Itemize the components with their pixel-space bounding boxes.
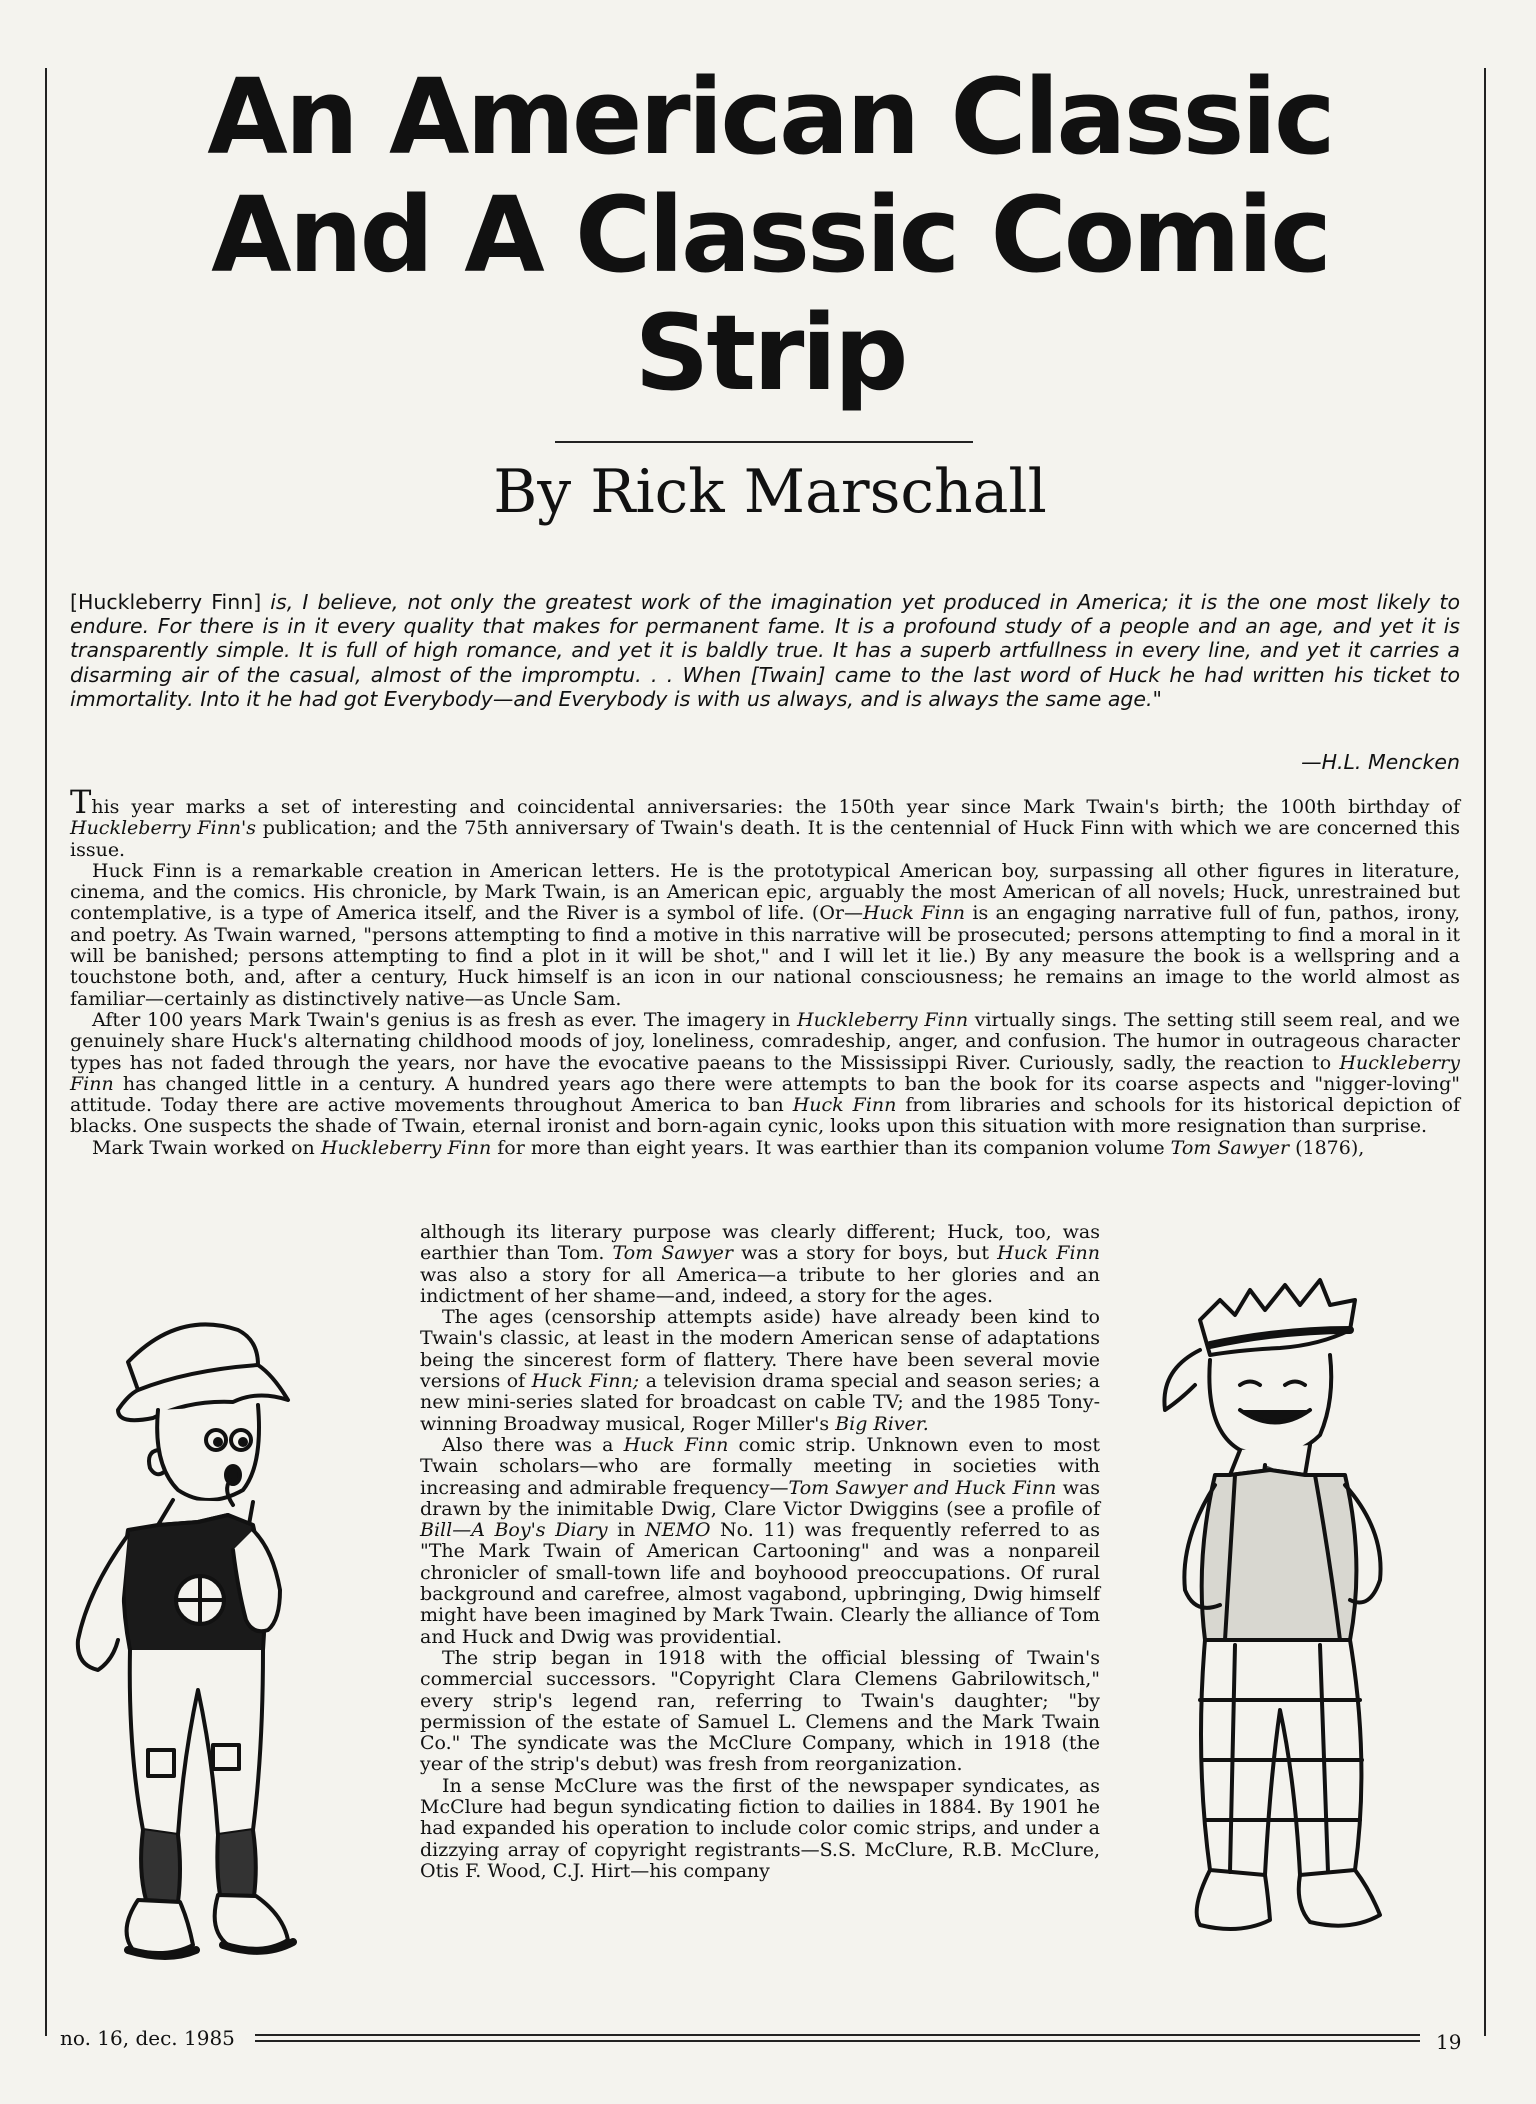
c6-text-i: No. 11) was frequently referred to as "The Mark Twain of American Cartooning" and was a nonpareil chronicler of small-town life and boyhoood preoccupations. Of rural background and carefree, almost vagabond, upbringing, Dwig himself might have been imagined by Mark Twain. Clearly the alliance of Tom and Huck and Dwig was providential. <box>420 1519 1100 1648</box>
c4-title-b: Tom Sawyer <box>612 1242 734 1265</box>
paragraph-2 <box>70 861 1460 1010</box>
paragraph-3 <box>70 1010 1460 1138</box>
c4-text-a: although its literary purpose was clearly different; Huck, too, was earthier than Tom. <box>420 1221 1100 1265</box>
drop-cap: T <box>70 783 92 821</box>
article-body-center-column <box>420 1222 1100 1882</box>
byline: By Rick Marschall <box>493 457 1047 527</box>
p3-text-g: from libraries and schools for its historical depiction of blacks. One suspects the shade of Twain, eternal ironist and born-again cynic, looks upon this situation with more resignation than surprise. <box>70 1094 1461 1138</box>
p3-text-a: After 100 years Mark Twain's genius is as fresh as ever. The imagery in <box>92 1008 798 1031</box>
footer-double-rule <box>255 2034 1420 2042</box>
c6-text-a: Also there was a <box>442 1433 624 1456</box>
paragraph-8: In a sense McClure was the first of the newspaper syndicates, as McClure had begun syndicating fiction to dailies in 1884. By 1901 he had expanded his operation to include color comic strips, and under a dizzying array of copyright registrants—S.S. McClure, R.B. McClure, Otis F. Wood, C.J. Hirt—his company <box>420 1774 1100 1882</box>
c6-title-b: Huck Finn <box>623 1433 729 1456</box>
tom-sawyer-illustration <box>58 1290 348 1990</box>
c6-text-c: comic strip. Unknown even to most Twain scholars—who are formally meeting in societies with increasing and admirable frequency— <box>420 1433 1100 1499</box>
c4-text-c: was a story for boys, but <box>733 1242 998 1265</box>
p4-title-b: Huckleberry Finn <box>320 1136 492 1159</box>
p3-title-d: Huckleberry Finn <box>70 1051 1460 1095</box>
quote-attribution: —H.L. Mencken <box>1301 750 1460 774</box>
page-number: 19 <box>1436 2030 1462 2054</box>
issue-folio: no. 16, dec. 1985 <box>60 2026 235 2050</box>
c4-title-d: Huck Finn <box>997 1242 1100 1265</box>
epigraph-quote <box>70 590 1460 711</box>
p3-title-b: Huckleberry Finn <box>797 1008 969 1031</box>
headline-line-1: An American Classic <box>207 56 1333 178</box>
article-body-full-width <box>70 783 1461 1159</box>
c6-text-g: in <box>607 1519 645 1542</box>
p4-text-a: Mark Twain worked on <box>92 1136 321 1159</box>
c6-title-f: Bill—A Boy's Diary <box>420 1519 608 1542</box>
paragraph-6 <box>420 1435 1100 1648</box>
p3-text-c: virtually sings. The setting still seem real, and we genuinely share Huck's alternating childhood moods of joy, loneliness, comradeship, anger, and confusion. The humor in outrageous character types has not faded through the years, nor have the evocative paeans to the Mississippi River. Curiously, sadly, the reaction to <box>70 1008 1460 1074</box>
p1-title: Huckleberry Finn's <box>70 817 257 840</box>
huck-finn-illustration <box>1140 1260 1440 2000</box>
right-column-rule <box>1484 68 1486 2036</box>
paragraph-4 <box>70 1138 1460 1159</box>
headline <box>60 58 1480 412</box>
paragraph-7: The strip began in 1918 with the official blessing of Twain's commercial successors. "Copyright Clara Clemens Gabrilowitsch," every strip's legend ran, referring to Twain's daughter; "by permission of the estate of Samuel L. Clemens and the Mark Twain Co." The syndicate was the McClure Company, which in 1918 (the year of the strip's debut) was fresh from reorganization. <box>420 1646 1100 1776</box>
paragraph-5 <box>420 1307 1100 1435</box>
c5-text-a: The ages (censorship attempts aside) have already been kind to Twain's classic, at least in the modern American sense of adaptations being the sincerest form of flattery. There have been several movie versions of <box>420 1306 1100 1393</box>
quote-lead: [Huckleberry Finn] <box>70 590 262 614</box>
p2-text-c: is an engaging narrative full of fun, pathos, irony, and poetry. As Twain warned, "persons attempting to find a motive in this narrative will be prosecuted; persons attempting to find a moral in it will be banished; persons attempting to find a plot in it will be shot," and I will let it lie.) By any measure the book is a wellspring and a touchstone both, and, after a century, Huck himself is an icon in our national consciousness; he remains an image to the world almost as familiar—certainly as distinctively native—as Uncle Sam. <box>70 902 1460 1010</box>
p2-title: Huck Finn <box>862 902 966 925</box>
paragraph-4-continued <box>420 1222 1100 1307</box>
c5-text-c: a television drama special and season series; a new mini-series slated for broadcast on cable TV; and the 1985 Tony-winning Broadway musical, Roger Miller's <box>420 1370 1100 1435</box>
p4-title-d: Tom Sawyer <box>1170 1136 1290 1159</box>
c5-title-d: Big River. <box>835 1412 929 1435</box>
quote-text: is, I believe, not only the greatest work of the imagination yet produced in America; it is the one most likely to endure. For there is in it every quality that makes for permanent fame. It is a profound study of a people and an age, and yet it is transparently simple. It is full of high romance, and yet it is baldly true. It has a superb artfullness in every line, and yet it carries a disarming air of the casual, almost of the impromptu. . . When [Twain] came to the last word of Huck he had written his ticket to immortality. Into it he had got Everybody—and Everybody is with us always, and is always the same age." <box>70 590 1460 711</box>
left-column-rule <box>45 68 47 2036</box>
p1-text-c: publication; and the 75th anniversary of Twain's death. It is the centennial of Huck Finn with which we are concerned this issue. <box>70 817 1460 861</box>
c5-title-b: Huck Finn; <box>531 1370 640 1393</box>
p1-text-a: his year marks a set of interesting and coincidental anniversaries: the 150th year since Mark Twain's birth; the 100th birthday of <box>91 796 1460 818</box>
headline-line-2: And A Classic Comic Strip <box>211 174 1329 414</box>
p4-text-c: for more than eight years. It was earthier than its companion volume <box>491 1136 1171 1159</box>
c6-title-h: NEMO <box>644 1519 711 1542</box>
c4-text-e: was also a story for all America—a tribute to her glories and an indictment of her shame—and, indeed, a story for the ages. <box>420 1263 1100 1307</box>
byline-divider <box>555 441 973 443</box>
c6-title-d: Tom Sawyer and Huck Finn <box>788 1476 1057 1499</box>
c6-text-e: was drawn by the inimitable Dwig, Clare Victor Dwiggins (see a profile of <box>420 1476 1100 1520</box>
p2-text-a: Huck Finn is a remarkable creation in American letters. He is the prototypical American boy, surpassing all other figures in literature, cinema, and the comics. His chronicle, by Mark Twain, is an American epic, arguably the most American of all novels; Huck, unrestrained but contemplative, is a type of America itself, and the River is a symbol of life. (Or— <box>70 859 1460 925</box>
paragraph-1 <box>70 783 1460 861</box>
p3-title-f: Huck Finn <box>792 1094 897 1117</box>
p3-text-e: has changed little in a century. A hundred years ago there were attempts to ban the book for its coarse aspects and "nigger-loving" attitude. Today there are active movements throughout America to ban <box>70 1072 1460 1117</box>
p4-text-e: (1876), <box>1289 1136 1365 1159</box>
